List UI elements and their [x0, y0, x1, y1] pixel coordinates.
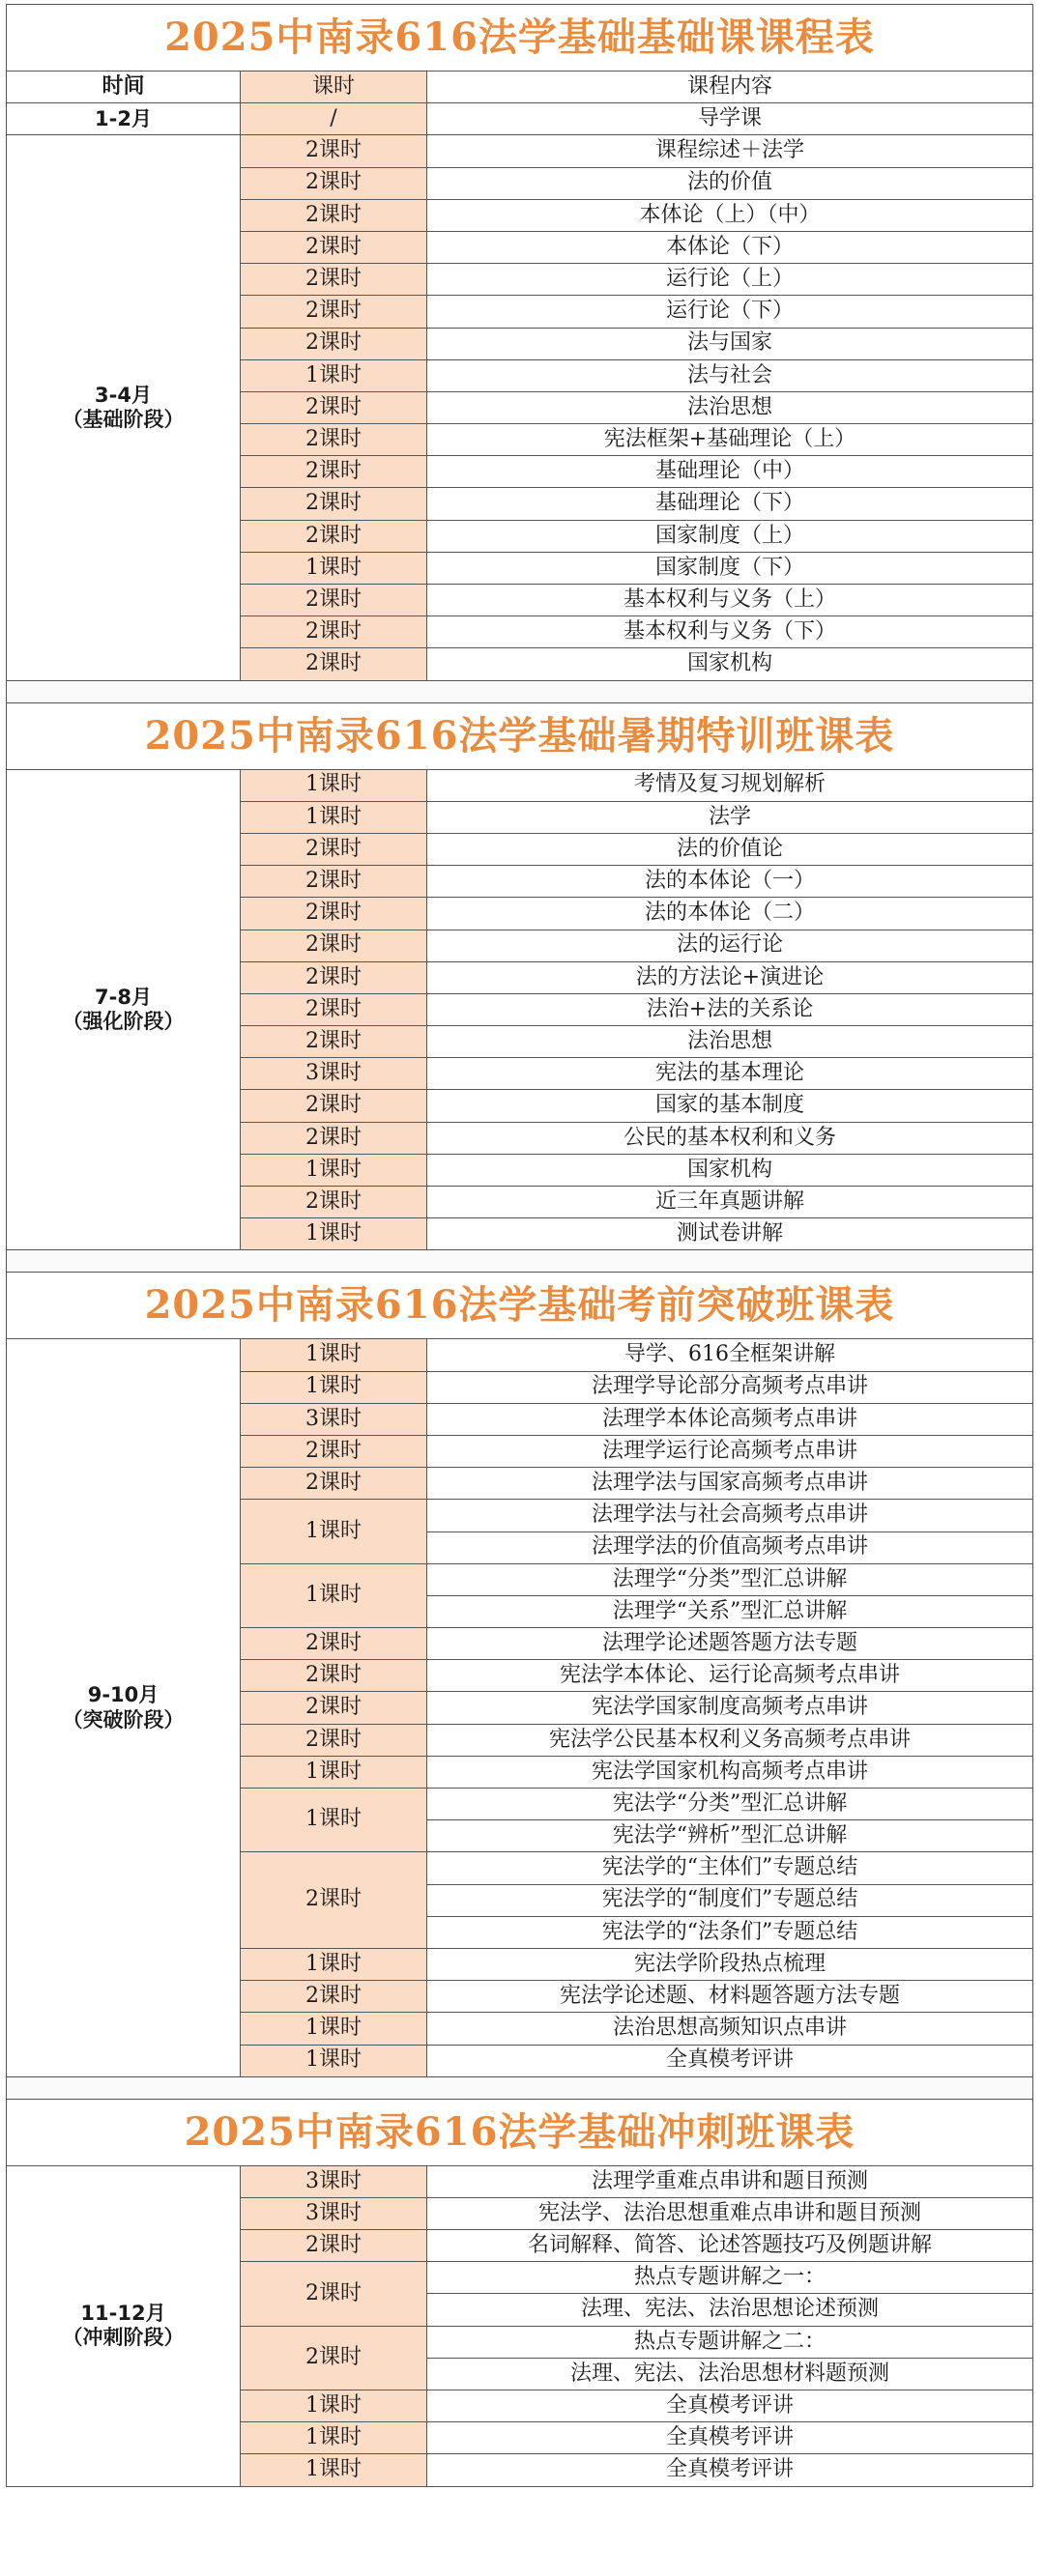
- content-cell: 法的方法论+演进论: [427, 961, 1033, 993]
- schedule-section: [6, 1272, 1033, 2098]
- schedule-table: [6, 1338, 1033, 2076]
- content-cell: 国家制度（下）: [427, 552, 1033, 584]
- hours-cell: 2课时: [241, 1660, 427, 1692]
- period-stage: （基础阶段）: [62, 407, 185, 431]
- content-cell: 基础理论（中）: [427, 456, 1033, 488]
- content-cell: 法的价值论: [427, 833, 1033, 865]
- hours-cell: 2课时: [241, 993, 427, 1025]
- hours-cell: 3课时: [241, 2197, 427, 2229]
- content-cell: 宪法框架+基础理论（上）: [427, 424, 1033, 456]
- hours-cell: 2课时: [241, 1981, 427, 2013]
- section-title: 2025中南录616法学基础基础课课程表: [6, 4, 1033, 71]
- schedule-section: [6, 4, 1033, 702]
- content-cell: 课程综述＋法学: [427, 135, 1033, 167]
- hours-cell: 2课时: [241, 2230, 427, 2262]
- hours-cell: 1课时: [241, 1789, 427, 1852]
- content-cell: 全真模考评讲: [427, 2454, 1033, 2486]
- hours-cell: 3课时: [241, 2165, 427, 2197]
- content-cell: 法理学重难点串讲和题目预测: [427, 2165, 1033, 2197]
- content-cell: 宪法学“辨析”型汇总讲解: [427, 1820, 1033, 1852]
- content-cell: 运行论（下）: [427, 296, 1033, 328]
- content-cell: 法理学法的价值高频考点串讲: [427, 1531, 1033, 1563]
- content-cell: 公民的基本权利和义务: [427, 1122, 1033, 1154]
- schedule-document: [6, 4, 1033, 2487]
- content-cell: 宪法学的“制度们”专题总结: [427, 1884, 1033, 1916]
- period-cell: [7, 769, 241, 1250]
- content-cell: 法治思想: [427, 391, 1033, 423]
- hours-cell: 1课时: [241, 1756, 427, 1788]
- hours-cell: 2课时: [241, 328, 427, 359]
- period-cell: [7, 103, 241, 135]
- table-row: [7, 103, 1033, 135]
- section-spacer: [6, 681, 1033, 702]
- hours-cell: 1课时: [241, 552, 427, 584]
- content-cell: 全真模考评讲: [427, 2422, 1033, 2454]
- hours-cell: 1课时: [241, 1339, 427, 1371]
- period-cell: [7, 135, 241, 680]
- header-hours: 课时: [241, 72, 427, 103]
- hours-cell: 2课时: [241, 1724, 427, 1756]
- content-cell: 法理、宪法、法治思想材料题预测: [427, 2358, 1033, 2390]
- content-cell: 宪法学阶段热点梳理: [427, 1948, 1033, 1980]
- hours-cell: 2课时: [241, 2326, 427, 2390]
- hours-cell: 2课时: [241, 167, 427, 199]
- period-stage: （突破阶段）: [62, 1707, 185, 1732]
- hours-cell: 2课时: [241, 199, 427, 231]
- hours-cell: 2课时: [241, 296, 427, 328]
- hours-cell: /: [241, 103, 427, 135]
- period-cell: [7, 2165, 241, 2486]
- content-cell: 基本权利与义务（下）: [427, 616, 1033, 648]
- content-cell: 运行论（上）: [427, 264, 1033, 296]
- section-title: 2025中南录616法学基础考前突破班课表: [6, 1272, 1033, 1338]
- content-cell: 宪法学的“法条们”专题总结: [427, 1916, 1033, 1948]
- hours-cell: 2课时: [241, 135, 427, 167]
- content-cell: 宪法学公民基本权利义务高频考点串讲: [427, 1724, 1033, 1756]
- hours-cell: 2课时: [241, 231, 427, 263]
- hours-cell: 1课时: [241, 801, 427, 833]
- content-cell: 法理学论述题答题方法专题: [427, 1628, 1033, 1660]
- hours-cell: 2课时: [241, 616, 427, 648]
- hours-cell: 1课时: [241, 769, 427, 801]
- content-cell: 法治思想高频知识点串讲: [427, 2013, 1033, 2045]
- section-spacer: [6, 2077, 1033, 2099]
- content-cell: 法与国家: [427, 328, 1033, 359]
- hours-cell: 2课时: [241, 1628, 427, 1660]
- hours-cell: 2课时: [241, 456, 427, 488]
- content-cell: 宪法学“分类”型汇总讲解: [427, 1789, 1033, 1820]
- content-cell: 国家制度（上）: [427, 520, 1033, 552]
- content-cell: 法理学法与国家高频考点串讲: [427, 1468, 1033, 1500]
- header-time: 时间: [7, 72, 241, 103]
- content-cell: 考情及复习规划解析: [427, 769, 1033, 801]
- hours-cell: 2课时: [241, 1090, 427, 1122]
- content-cell: 法理、宪法、法治思想论述预测: [427, 2294, 1033, 2326]
- content-cell: 法理学运行论高频考点串讲: [427, 1435, 1033, 1467]
- hours-cell: 1课时: [241, 1948, 427, 1980]
- period-months: 1-2月: [95, 106, 152, 130]
- period-stage: （冲刺阶段）: [62, 2326, 185, 2350]
- content-cell: 国家机构: [427, 648, 1033, 680]
- content-cell: 全真模考评讲: [427, 2390, 1033, 2422]
- content-cell: 法的本体论（二）: [427, 898, 1033, 930]
- schedule-table: [6, 769, 1033, 1251]
- content-cell: 法治思想: [427, 1026, 1033, 1058]
- content-cell: 法的运行论: [427, 930, 1033, 961]
- content-cell: 热点专题讲解之一：: [427, 2262, 1033, 2294]
- hours-cell: 2课时: [241, 1692, 427, 1724]
- hours-cell: 2课时: [241, 648, 427, 680]
- content-cell: 基本权利与义务（上）: [427, 585, 1033, 616]
- hours-cell: 2课时: [241, 520, 427, 552]
- content-cell: 测试卷讲解: [427, 1218, 1033, 1250]
- hours-cell: 2课时: [241, 1122, 427, 1154]
- hours-cell: 1课时: [241, 1154, 427, 1186]
- content-cell: 法与社会: [427, 359, 1033, 391]
- table-row: [7, 135, 1033, 167]
- period-cell: [7, 1339, 241, 2076]
- content-cell: 法治+法的关系论: [427, 993, 1033, 1025]
- hours-cell: 2课时: [241, 391, 427, 423]
- hours-cell: 2课时: [241, 833, 427, 865]
- hours-cell: 2课时: [241, 264, 427, 296]
- content-cell: 宪法学本体论、运行论高频考点串讲: [427, 1660, 1033, 1692]
- content-cell: 宪法学论述题、材料题答题方法专题: [427, 1981, 1033, 2013]
- content-cell: 宪法的基本理论: [427, 1058, 1033, 1090]
- content-cell: 国家机构: [427, 1154, 1033, 1186]
- content-cell: 宪法学的“主体们”专题总结: [427, 1852, 1033, 1884]
- section-title: 2025中南录616法学基础冲刺班课表: [6, 2099, 1033, 2165]
- content-cell: 法理学导论部分高频考点串讲: [427, 1371, 1033, 1403]
- header-row: [7, 72, 1033, 103]
- content-cell: 国家的基本制度: [427, 1090, 1033, 1122]
- content-cell: 本体论（下）: [427, 231, 1033, 263]
- content-cell: 近三年真题讲解: [427, 1187, 1033, 1218]
- content-cell: 法理学“分类”型汇总讲解: [427, 1563, 1033, 1595]
- section-spacer: [6, 1250, 1033, 1272]
- schedule-section: [6, 2099, 1033, 2487]
- content-cell: 基础理论（下）: [427, 488, 1033, 520]
- content-cell: 法理学本体论高频考点串讲: [427, 1403, 1033, 1435]
- hours-cell: 1课时: [241, 1218, 427, 1250]
- section-title: 2025中南录616法学基础暑期特训班课表: [6, 702, 1033, 769]
- hours-cell: 1课时: [241, 2045, 427, 2076]
- content-cell: 名词解释、简答、论述答题技巧及例题讲解: [427, 2230, 1033, 2262]
- hours-cell: 2课时: [241, 488, 427, 520]
- hours-cell: 2课时: [241, 930, 427, 961]
- hours-cell: 2课时: [241, 2262, 427, 2326]
- hours-cell: 2课时: [241, 898, 427, 930]
- hours-cell: 1课时: [241, 1371, 427, 1403]
- hours-cell: 1课时: [241, 2422, 427, 2454]
- period-months: 7-8月: [95, 985, 152, 1009]
- table-row: [7, 769, 1033, 801]
- hours-cell: 2课时: [241, 424, 427, 456]
- hours-cell: 1课时: [241, 2390, 427, 2422]
- content-cell: 宪法学国家机构高频考点串讲: [427, 1756, 1033, 1788]
- hours-cell: 2课时: [241, 1187, 427, 1218]
- table-row: [7, 1339, 1033, 1371]
- schedule-table: [6, 2165, 1033, 2487]
- hours-cell: 2课时: [241, 585, 427, 616]
- period-stage: （强化阶段）: [62, 1009, 185, 1033]
- content-cell: 热点专题讲解之二：: [427, 2326, 1033, 2358]
- hours-cell: 2课时: [241, 1852, 427, 1949]
- content-cell: 宪法学、法治思想重难点串讲和题目预测: [427, 2197, 1033, 2229]
- hours-cell: 3课时: [241, 1058, 427, 1090]
- hours-cell: 1课时: [241, 2454, 427, 2486]
- content-cell: 宪法学国家制度高频考点串讲: [427, 1692, 1033, 1724]
- hours-cell: 2课时: [241, 1026, 427, 1058]
- content-cell: 法的价值: [427, 167, 1033, 199]
- content-cell: 全真模考评讲: [427, 2045, 1033, 2076]
- content-cell: 法的本体论（一）: [427, 866, 1033, 898]
- hours-cell: 2课时: [241, 961, 427, 993]
- hours-cell: 1课时: [241, 359, 427, 391]
- period-months: 11-12月: [80, 2301, 166, 2325]
- content-cell: 法理学“关系”型汇总讲解: [427, 1595, 1033, 1627]
- hours-cell: 2课时: [241, 866, 427, 898]
- table-row: [7, 2165, 1033, 2197]
- hours-cell: 2课时: [241, 1435, 427, 1467]
- period-months: 9-10月: [87, 1683, 160, 1707]
- content-cell: 法理学法与社会高频考点串讲: [427, 1500, 1033, 1531]
- content-cell: 导学、616全框架讲解: [427, 1339, 1033, 1371]
- schedule-section: [6, 702, 1033, 1273]
- content-cell: 本体论（上）（中）: [427, 199, 1033, 231]
- content-cell: 法学: [427, 801, 1033, 833]
- content-cell: 导学课: [427, 103, 1033, 135]
- hours-cell: 2课时: [241, 1468, 427, 1500]
- hours-cell: 1课时: [241, 2013, 427, 2045]
- hours-cell: 3课时: [241, 1403, 427, 1435]
- header-content: 课程内容: [427, 72, 1033, 103]
- hours-cell: 1课时: [241, 1500, 427, 1563]
- period-months: 3-4月: [95, 383, 152, 407]
- schedule-table: [6, 71, 1033, 681]
- hours-cell: 1课时: [241, 1563, 427, 1627]
